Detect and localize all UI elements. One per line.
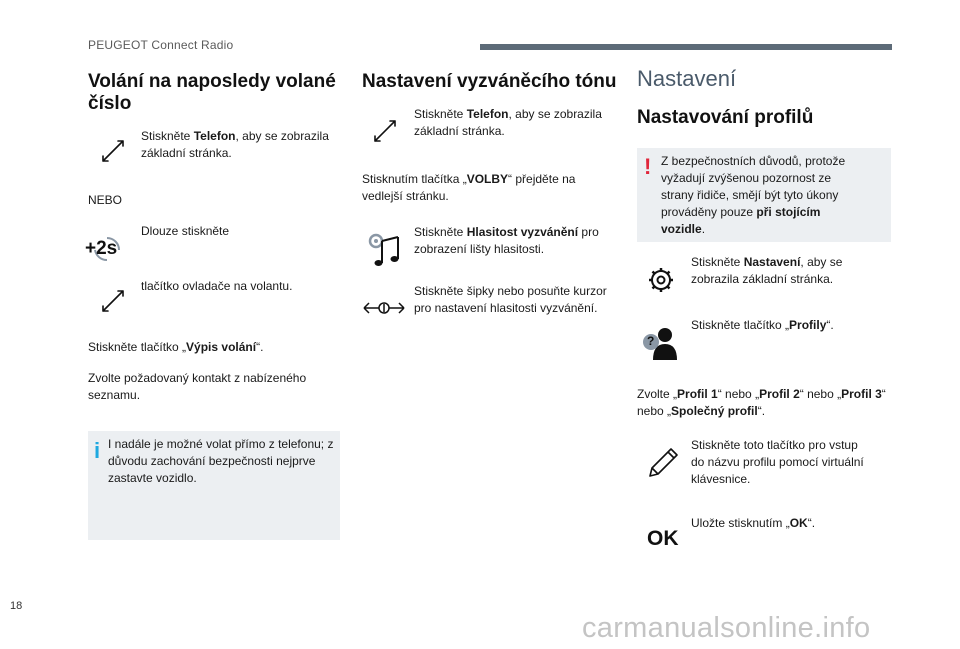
watermark: carmanualsonline.info [582, 612, 871, 644]
gear-icon [647, 266, 675, 294]
phone-icon [372, 118, 398, 144]
col3-heading: Nastavování profilů [637, 107, 814, 128]
info-note-text: I nadále je možné volat přímo z telefonu; z důvodu zachování bezpečnosti nejprve zastavte vozidlo. [108, 437, 334, 485]
col3-step3: Zvolte „Profil 1“ nebo „Profil 2“ nebo „Profil 3“ nebo „Společný profil“. [637, 387, 886, 418]
info-note [88, 431, 340, 540]
page-number: 18 [10, 600, 23, 612]
plus-2s-badge: +2s [85, 238, 118, 259]
phone-icon [100, 138, 126, 164]
warning-note-text: Z bezpečnostních důvodů, protože vyžadují zvýšenou pozornost ze strany řidiče, smějí být tyto úkony prováděny pouze při stojícím vozidle. [661, 154, 846, 236]
warning-note [637, 148, 891, 242]
col1-step1: Stiskněte Telefon, aby se zobrazila základní stránka. [141, 129, 329, 160]
pencil-icon [646, 446, 680, 480]
col2-step4: Stiskněte šipky nebo posuňte kurzor pro nastavení hlasitosti vyzvánění. [414, 284, 607, 315]
col1-step2: Dlouze stiskněte [141, 224, 230, 238]
section-title: Nastavení [637, 66, 737, 91]
col3-step2: Stiskněte tlačítko „Profily“. [691, 318, 834, 332]
col1-heading: Volání na naposledy volané číslo [88, 71, 336, 114]
ringtone-settings-icon [366, 231, 404, 267]
question-mark: ? [647, 334, 655, 348]
col1-step4: Stiskněte tlačítko „Výpis volání“. [88, 340, 264, 354]
col2-step3: Stiskněte Hlasitost vyzvánění pro zobrazení lišty hlasitosti. [414, 225, 599, 256]
col2-step2: Stisknutím tlačítka „VOLBY“ přejděte na vedlejší stránku. [362, 172, 576, 203]
manual-title: PEUGEOT Connect Radio [88, 38, 234, 52]
header-bar [480, 44, 892, 50]
profile-icon [641, 326, 681, 360]
col2-step1: Stiskněte Telefon, aby se zobrazila základní stránka. [414, 107, 602, 138]
col3-step1: Stiskněte Nastavení, aby se zobrazila základní stránka. [691, 255, 843, 286]
col3-step5: Uložte stisknutím „OK“. [691, 516, 816, 530]
col2-heading: Nastavení vyzváněcího tónu [362, 71, 617, 92]
phone-icon [100, 288, 126, 314]
ok-icon: OK [647, 527, 679, 550]
warning-icon: ! [644, 154, 652, 179]
col1-step3: tlačítko ovladače na volantu. [141, 279, 293, 293]
col3-step4: Stiskněte toto tlačítko pro vstup do názvu profilu pomocí virtuální klávesnice. [691, 438, 864, 486]
plus-2s-icon [85, 234, 129, 264]
info-icon: i [94, 438, 101, 463]
col1-step5: Zvolte požadovaný kontakt z nabízeného seznamu. [88, 371, 307, 402]
or-label: NEBO [88, 193, 123, 207]
slider-arrows-icon [362, 298, 406, 318]
